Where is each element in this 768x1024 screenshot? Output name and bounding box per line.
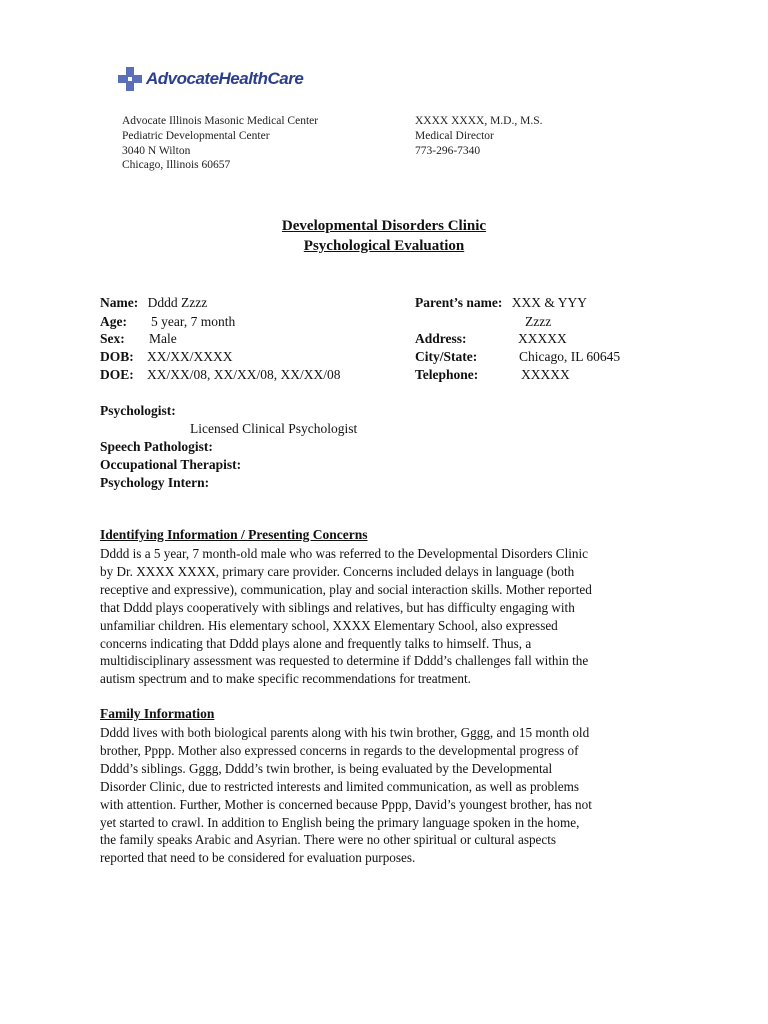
paragraph-line: Dddd is a 5 year, 7 month-old male who was referred to the Developmental Disorders Clinic: [100, 546, 589, 561]
logo-text: AdvocateHealthCare: [146, 69, 304, 88]
age-value: 5 year, 7 month: [151, 314, 236, 329]
paragraph-line: receptive and expressive), communication, play and social interaction skills. Mother reported: [100, 581, 592, 597]
document-subtitle: Psychological Evaluation: [303, 238, 465, 254]
dob-field: [100, 349, 233, 365]
paragraph-line: multidisciplinary assessment was requested to determine if Dddd’s challenges fall within the: [100, 653, 589, 669]
paragraph-line: unfamiliar children. His elementary school, XXXX Elementary School, also expressed: [100, 617, 558, 633]
sex-value: Male: [149, 331, 177, 346]
director-name: XXXX XXXX, M.D., M.S.: [415, 115, 543, 127]
clinic-address: [122, 114, 318, 173]
psychology-intern-label: Psychology Intern:: [100, 475, 210, 490]
sex-label: Sex:: [100, 331, 125, 346]
parent-surname: Zzzz: [525, 314, 552, 329]
address-line: Chicago, Illinois 60657: [122, 159, 231, 172]
dob-value: XX/XX/XXXX: [147, 349, 233, 364]
phone-value: XXXXX: [521, 367, 570, 382]
phone-field: [415, 367, 570, 383]
paragraph-line: concerns indicating that Dddd plays alone and frequently talks to himself. Thus, a: [100, 635, 532, 651]
parent-value: XXX & YYY: [511, 295, 587, 310]
address-line: Advocate Illinois Masonic Medical Center: [122, 115, 319, 127]
doe-field: [100, 367, 341, 383]
city-label: City/State:: [415, 349, 478, 364]
family-paragraph: [100, 724, 665, 867]
occupational-therapist-label: Occupational Therapist:: [100, 457, 242, 472]
address-line: Pediatric Developmental Center: [122, 129, 270, 142]
psychologist-title: Licensed Clinical Psychologist: [190, 421, 358, 436]
address-field: [415, 331, 567, 347]
address-label: Address:: [415, 331, 467, 346]
paragraph-line: that Dddd plays cooperatively with siblings and relatives, but has difficulty engaging with: [100, 599, 575, 615]
sex-field: [100, 331, 177, 347]
family-heading: Family Information: [100, 706, 215, 721]
city-field: [415, 349, 621, 365]
paragraph-line: the family speaks Arabic and Asyrian. There were no other spiritual or cultural aspects: [100, 832, 557, 848]
paragraph-line: Disorder Clinic, due to restricted interests and limited communication, as well as problems: [100, 778, 580, 794]
doe-value: XX/XX/08, XX/XX/08, XX/XX/08: [147, 367, 341, 382]
name-label: Name:: [100, 295, 139, 310]
city-value: Chicago, IL 60645: [519, 349, 621, 364]
paragraph-line: by Dr. XXXX XXXX, primary care provider. Concerns included delays in language (both: [100, 563, 575, 579]
paragraph-line: Dddd’s siblings. Gggg, Dddd’s twin brother, is being evaluated by the Developmental: [100, 760, 553, 776]
identifying-heading: Identifying Information / Presenting Concerns: [100, 527, 368, 542]
parent-field: [415, 295, 587, 311]
paragraph-line: brother, Pppp. Mother also expressed concerns in regards to the developmental progress of: [100, 742, 579, 758]
cross-icon: [117, 66, 143, 92]
name-value: Dddd Zzzz: [147, 295, 208, 310]
director-contact: [415, 114, 542, 158]
name-field: [100, 295, 207, 311]
advocate-logo: [117, 66, 303, 92]
paragraph-line: Dddd lives with both biological parents along with his twin brother, Gggg, and 15 month old: [100, 725, 590, 740]
phone-label: Telephone:: [415, 367, 479, 382]
doe-label: DOE:: [100, 367, 134, 382]
dob-label: DOB:: [100, 349, 134, 364]
paragraph-line: yet started to crawl. In addition to English being the primary language spoken in the home,: [100, 814, 580, 830]
paragraph-line: with attention. Further, Mother is concerned because Pppp, David’s youngest brother, has not: [100, 796, 592, 812]
address-value: XXXXX: [518, 331, 567, 346]
director-phone: 773-296-7340: [415, 144, 481, 157]
speech-pathologist-label: Speech Pathologist:: [100, 439, 213, 454]
age-field: [100, 314, 236, 330]
parent-label: Parent’s name:: [415, 295, 503, 310]
identifying-paragraph: [100, 545, 665, 688]
paragraph-line: autism spectrum and to make specific recommendations for treatment.: [100, 671, 471, 687]
director-title: Medical Director: [415, 129, 494, 142]
age-label: Age:: [100, 314, 127, 329]
document-title: Developmental Disorders Clinic: [281, 218, 487, 234]
paragraph-line: reported that need to be considered for evaluation purposes.: [100, 850, 416, 866]
psychologist-label: Psychologist:: [100, 403, 176, 418]
address-line: 3040 N Wilton: [122, 144, 191, 157]
